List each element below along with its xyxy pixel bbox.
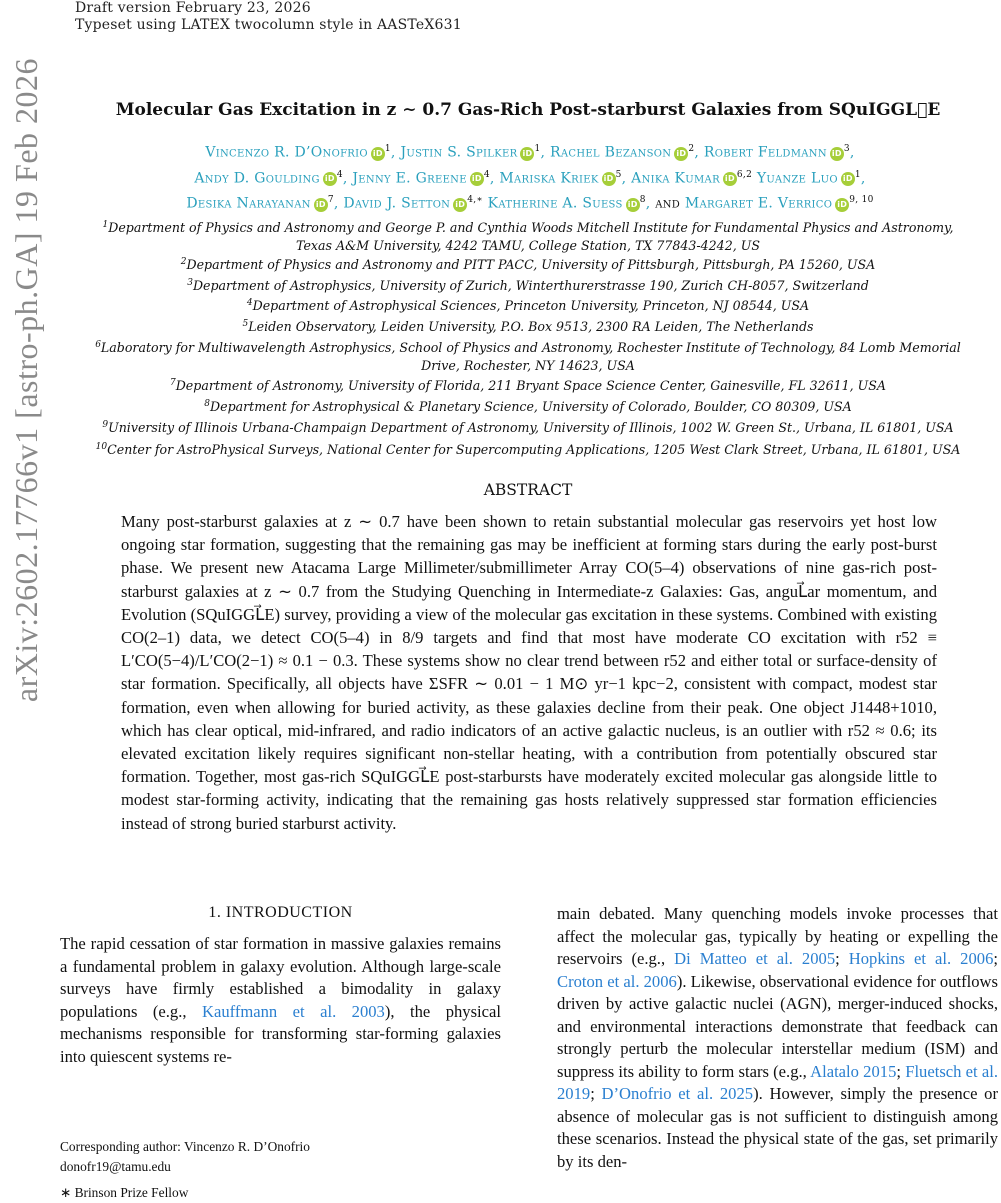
arxiv-stamp[interactable]: arXiv:2602.17766v1 [astro-ph.GA] 19 Feb 2026 <box>8 57 44 703</box>
section-heading: 1. INTRODUCTION <box>208 904 353 921</box>
affiliation: $^9$University of Illinois Urbana-Champaign Department of Astronomy, University of Illinois, 1002 W. Green St., Urbana, IL 61801, USA <box>102 420 954 436</box>
orcid-icon[interactable]: iD <box>323 172 337 186</box>
author[interactable]: Mariska Kriek <box>499 170 599 187</box>
author-list: Vincenzo R. D’Onofrio iD $^1$, Justin S. Spilker iD $^1$, Rachel Bezanson iD $^2$, Robert Feldmann iD $^3$, Andy D. Goulding iD $^4$, Jenny E. Greene iD $^4$, Mariska Kriek iD $^5$, Anika Kumar iD $^{6,2}$ Yuanze Luo iD $^1$, Desika Narayanan iD $^7$, David J. Setton iD $^{4,∗}$ Katherine A. Suess iD $^8$, and Margaret E. Verrico iD $^{9, 10}$ <box>186 144 874 212</box>
orcid-icon[interactable]: iD <box>371 147 385 161</box>
author[interactable]: Vincenzo R. D’Onofrio <box>205 144 368 161</box>
typeset-note: Typeset using LATEX twocolumn style in AASTeX631 <box>75 17 462 33</box>
citation-link[interactable]: Hopkins et al. 2006 <box>848 949 994 968</box>
citation-link[interactable]: Fluetsch et al. 2019 <box>557 1061 998 1103</box>
author[interactable]: Yuanze Luo <box>756 170 838 187</box>
author[interactable]: Margaret E. Verrico <box>684 195 833 212</box>
author[interactable]: Katherine A. Suess <box>487 195 623 212</box>
orcid-icon[interactable]: iD <box>835 198 849 212</box>
affiliation: $^2$Department of Physics and Astronomy and PITT PACC, University of Pittsburgh, Pittsburgh, PA 15260, USA <box>180 257 876 273</box>
orcid-icon[interactable]: iD <box>470 172 484 186</box>
orcid-icon[interactable]: iD <box>520 147 534 161</box>
intro-right-column: main debated. Many quenching models invoke processes that affect the molecular gas, typically by heating or expelling the reservoirs (e.g., Di Matteo et al. 2005; Hopkins et al. 2006; Croton et al. 2006). Likewise, observational evidence for outflows driven by active galactic nuclei (AGN), merger-induced shocks, and environmental interactions demonstrate that feedback can strongly perturb the molecular interstellar medium (ISM) and suppress its ability to form stars (e.g., Alatalo 2015; Fluetsch et al. 2019; D’Onofrio et al. 2025). However, simply the presence or absence of molecular gas is not sufficient to distinguish among these scenarios. Instead the physical state of the gas, set primarily by its den- <box>557 904 998 1171</box>
citation-link[interactable]: Kauffmann et al. 2003 <box>201 1001 385 1021</box>
citation-link[interactable]: Di Matteo et al. 2005 <box>674 949 836 968</box>
affiliation: $^6$Laboratory for Multiwavelength Astrophysics, School of Physics and Astronomy, Rochester Institute of Technology, 84 Lomb Memorial Drive, Rochester, NY 14623, USA <box>95 340 961 374</box>
affiliation: $^8$Department for Astrophysical & Planetary Science, University of Colorado, Boulder, CO 80309, USA <box>204 399 852 415</box>
orcid-icon[interactable]: iD <box>626 198 640 212</box>
corresponding-author: Corresponding author: Vincenzo R. D’Onofrio <box>60 1139 310 1154</box>
author[interactable]: David J. Setton <box>343 195 451 212</box>
author[interactable]: Justin S. Spilker <box>400 144 518 161</box>
orcid-icon[interactable]: iD <box>841 172 855 186</box>
orcid-icon[interactable]: iD <box>830 147 844 161</box>
author[interactable]: Rachel Bezanson <box>550 144 672 161</box>
fellowship-note: ∗ Brinson Prize Fellow <box>60 1185 189 1200</box>
affiliation: $^1$Department of Physics and Astronomy and George P. and Cynthia Woods Mitchell Institute for Fundamental Physics and Astronomy, Texas A&M University, 4242 TAMU, College Station, TX 77843-4242, US <box>102 220 954 254</box>
author[interactable]: Anika Kumar <box>631 170 720 187</box>
affiliation: $^5$Leiden Observatory, Leiden University, P.O. Box 9513, 2300 RA Leiden, The Netherlands <box>242 319 814 335</box>
orcid-icon[interactable]: iD <box>674 147 688 161</box>
citation-link[interactable]: Croton et al. 2006 <box>557 971 677 991</box>
orcid-icon[interactable]: iD <box>314 198 328 212</box>
and-word: and <box>655 195 681 212</box>
orcid-icon[interactable]: iD <box>723 172 737 186</box>
citation-link[interactable]: Alatalo 2015 <box>810 1061 897 1081</box>
author-email-link[interactable]: donofr19@tamu.edu <box>60 1159 171 1174</box>
affiliation: $^4$Department of Astrophysical Sciences, Princeton University, Princeton, NJ 08544, USA <box>246 298 810 314</box>
author[interactable]: Robert Feldmann <box>703 144 827 161</box>
affiliation: $^3$Department of Astrophysics, University of Zurich, Winterthurerstrasse 190, Zurich CH-8057, Switzerland <box>187 278 869 294</box>
abstract-heading: ABSTRACT <box>483 481 573 499</box>
draft-version: Draft version February 23, 2026 <box>75 0 311 16</box>
paper-title: Molecular Gas Excitation in z ∼ 0.7 Gas-Rich Post-starburst Galaxies from SQuIGGL⃗E <box>115 100 941 120</box>
affiliation: $^7$Department of Astronomy, University of Florida, 211 Bryant Space Science Center, Gainesville, FL 32611, USA <box>169 378 887 394</box>
orcid-icon[interactable]: iD <box>602 172 616 186</box>
author[interactable]: Jenny E. Greene <box>352 170 467 187</box>
author[interactable]: Andy D. Goulding <box>194 170 320 187</box>
orcid-icon[interactable]: iD <box>453 198 467 212</box>
citation-link[interactable]: D’Onofrio et al. 2025 <box>601 1084 754 1103</box>
author[interactable]: Desika Narayanan <box>186 195 311 212</box>
intro-left-column: The rapid cessation of star formation in massive galaxies remains a fundamental problem in galaxy evolution. Although large-scale surveys have firmly established a bimodality in galaxy populations (e.g., Kauffmann et al. 2003), the physical mechanisms responsible for transforming star-forming galaxies into quiescent systems re- <box>60 934 501 1066</box>
abstract-text: Many post-starburst galaxies at z ∼ 0.7 have been shown to retain substantial molecular gas reservoirs yet host low ongoing star formation, suggesting that the remaining gas may be inefficient at forming stars during the early post-burst phase. We present new Atacama Large Millimeter/submillimeter Array CO(5–4) observations of nine gas-rich post-starburst galaxies at z ∼ 0.7 from the Studying Quenching in Intermediate-z Galaxies: Gas, anguL⃗ar momentum, and Evolution (SQuIGGL⃗E) survey, providing a view of the molecular gas excitation in these systems. Combined with existing CO(2–1) data, we detect CO(5–4) in 8/9 targets and find that most have moderate CO excitation with r52 ≡ L′CO(5−4)/L′CO(2−1) ≈ 0.1 − 0.3. These systems show no clear trend between r52 and either total or surface-density of star formation. Specifically, all objects have ΣSFR ∼ 0.01 − 1 M⊙ yr−1 kpc−2, consistent with compact, modest star formation, even when allowing for buried activity, as these galaxies decline from their peak. One object J1448+1010, which has clear optical, mid-infrared, and radio indicators of an active galactic nucleus, is an outlier with r52 ≈ 0.6; its elevated excitation likely requires significant non-stellar heating, with a contribution from potentially obscured star formation. Together, most gas-rich SQuIGGL⃗E post-starbursts have moderately excited molecular gas alongside little to modest star-forming activity, indicating that the remaining gas hosts relatively suppressed star formation efficiencies instead of strong buried starburst activity. <box>121 512 937 833</box>
affiliation: $^{10}$Center for AstroPhysical Surveys, National Center for Supercomputing Applications, 1205 West Clark Street, Urbana, IL 61801, USA <box>95 442 961 458</box>
